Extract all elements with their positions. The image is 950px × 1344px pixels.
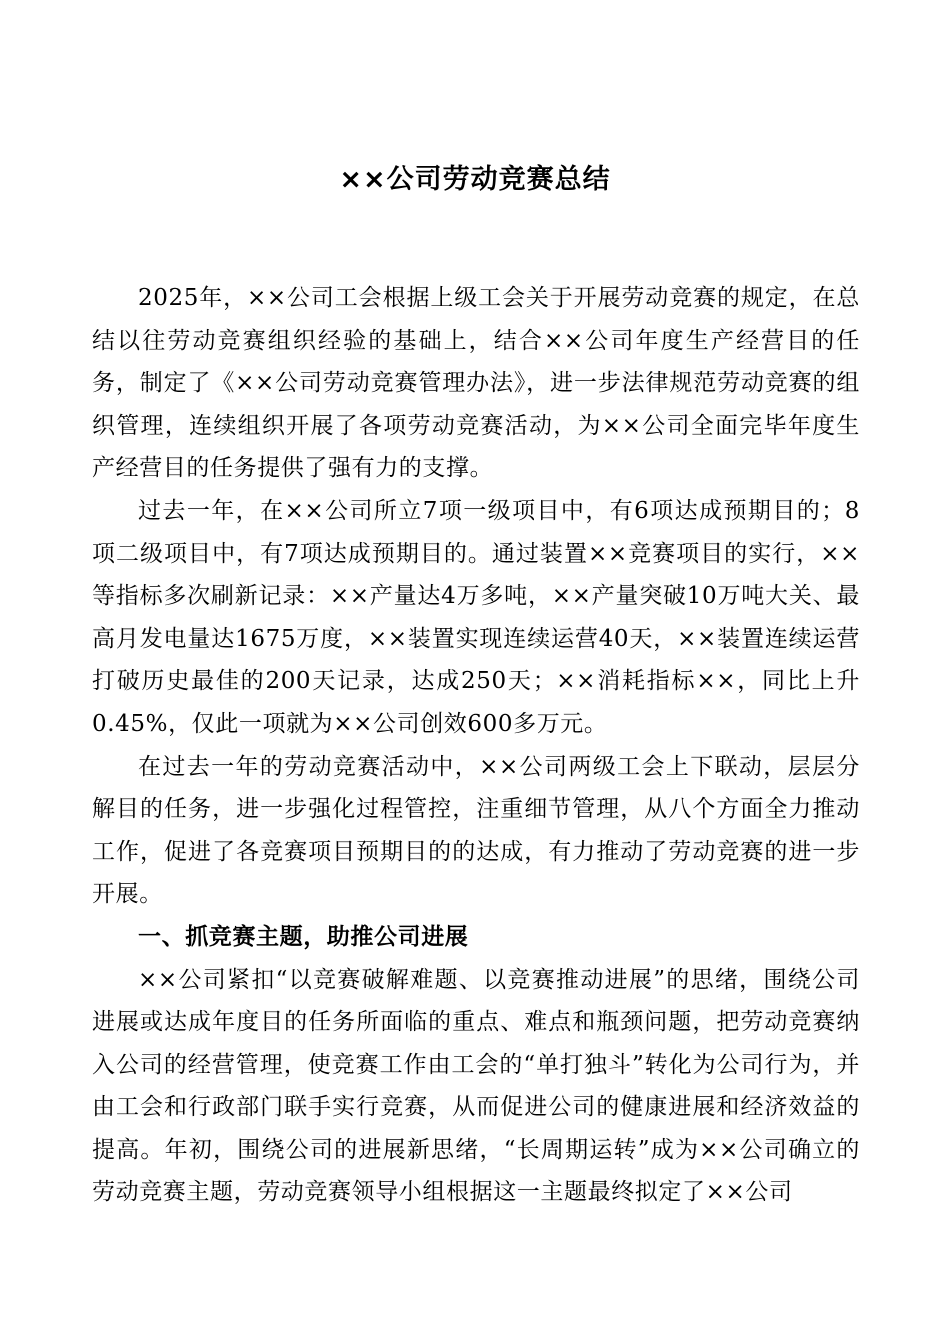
paragraph-intro: 2025年，××公司工会根据上级工会关于开展劳动竞赛的规定，在总结以往劳动竞赛组织经验的基础上，结合××公司年度生产经营目的任务，制定了《××公司劳动竞赛管理办法》，进一步法律规范劳动竞赛的组织管理，连续组织开展了各项劳动竞赛活动，为××公司全面完毕年度生产经营目的任务提供了强有力的支撑。 [92,285,860,482]
section-heading: 一、抓竞赛主题，助推公司进展 [138,923,469,950]
paragraph-summary: 在过去一年的劳动竞赛活动中，××公司两级工会上下联动，层层分解目的任务，进一步强化过程管控，注重细节管理，从八个方面全力推动工作，促进了各竞赛项目预期目的的达成，有力推动了劳动竞赛的进一步开展。 [92,753,860,908]
paragraph-results: 过去一年，在××公司所立7项一级项目中，有6项达成预期目的；8项二级项目中，有7项达成预期目的。通过装置××竞赛项目的实行，××等指标多次刷新记录：××产量达4万多吨，××产量突破10万吨大关、最高月发电量达1675万度，××装置实现连续运营40天，××装置连续运营打破历史最佳的200天记录，达成250天；××消耗指标××，同比上升0.45%，仅此一项就为××公司创效600多万元。 [92,497,860,737]
document-title: ××公司劳动竞赛总结 [339,164,611,195]
paragraph-section-one: ××公司紧扣“以竞赛破解难题、以竞赛推动进展”的思绪，围绕公司进展或达成年度目的任务所面临的重点、难点和瓶颈问题，把劳动竞赛纳入公司的经营管理，使竞赛工作由工会的“单打独斗”转化为公司行为，并由工会和行政部门联手实行竞赛，从而促进公司的健康进展和经济效益的提高。年初，围绕公司的进展新思绪，“长周期运转”成为××公司确立的劳动竞赛主题，劳动竞赛领导小组根据这一主题最终拟定了××公司 [92,966,860,1206]
document-body [92,277,860,1214]
